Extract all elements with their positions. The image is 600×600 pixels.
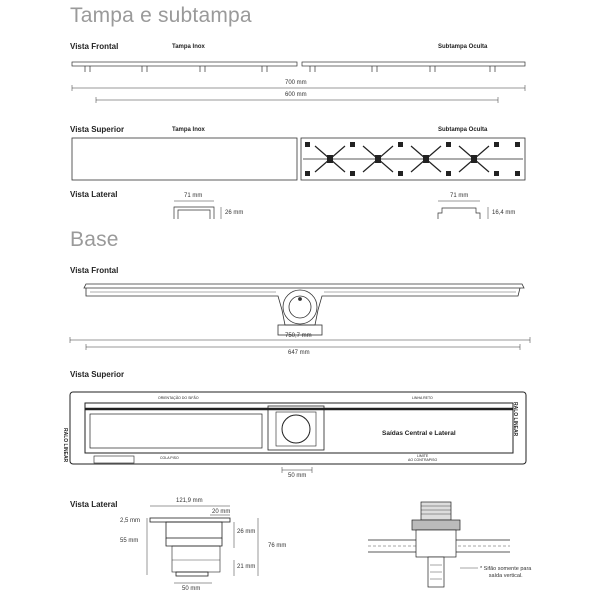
- tiny-orientacao: ORIENTAÇÃO DO SIFÃO: [158, 396, 199, 400]
- section-title-tampa: Tampa e subtampa: [70, 4, 252, 27]
- saidas-label: Saídas Central e Lateral: [382, 430, 456, 437]
- dim-76: 76 mm: [268, 543, 287, 549]
- base-lateral-label: Vista Lateral: [70, 500, 118, 509]
- base-lateral-drawing: [150, 518, 230, 576]
- tampa-inox-label-superior: Tampa Inox: [172, 127, 205, 133]
- dim-71-right: 71 mm: [450, 193, 469, 199]
- dim-121-9: 121,9 mm: [176, 498, 203, 504]
- dim-2-5: 2,5 mm: [120, 518, 141, 524]
- dim-26: 26 mm: [225, 210, 244, 216]
- dim-26-lateral: 26 mm: [237, 529, 256, 535]
- base-frontal-drawing: [84, 284, 524, 335]
- dim-71-left: 71 mm: [184, 193, 203, 199]
- dim-21: 21 mm: [237, 564, 256, 570]
- tampa-lateral-drawing: [174, 201, 488, 219]
- base-superior-label: Vista Superior: [70, 370, 125, 379]
- dim-55: 55 mm: [120, 538, 139, 544]
- tampa-inox-label-frontal: Tampa Inox: [172, 44, 205, 50]
- base-lateral-dimensions: [147, 506, 258, 583]
- ralo-linear-right: RALO LINEAR: [512, 402, 518, 437]
- tampa-frontal-drawing: [72, 62, 525, 72]
- dim-50-superior: 50 mm: [288, 473, 307, 479]
- dim-16-4: 16,4 mm: [492, 210, 516, 216]
- tiny-limite-contrapiso: LIMITE AO CONTRAPISO: [408, 454, 438, 462]
- dim-20: 20 mm: [212, 509, 231, 515]
- subtampa-pattern: [303, 146, 523, 172]
- dim-647: 647 mm: [288, 350, 310, 356]
- sifao-note: * Sifão somente para saída vertical.: [480, 566, 532, 579]
- tampa-superior-label: Vista Superior: [70, 125, 125, 134]
- tampa-frontal-label: Vista Frontal: [70, 42, 119, 51]
- subtampa-oculta-label-frontal: Subtampa Oculta: [438, 44, 488, 50]
- dim-700: 700 mm: [285, 80, 307, 86]
- section-title-base: Base: [70, 228, 119, 251]
- tiny-cola-piso: COLA PISO: [160, 456, 179, 460]
- tiny-linha-reto: LINHA RETO: [412, 396, 433, 400]
- tampa-lateral-label: Vista Lateral: [70, 190, 118, 199]
- ralo-linear-left: RALO LINEAR: [62, 428, 68, 463]
- dim-750-7: 750,7 mm: [285, 333, 312, 339]
- base-frontal-label: Vista Frontal: [70, 266, 119, 275]
- dim-600: 600 mm: [285, 92, 307, 98]
- dim-50-lateral: 50 mm: [182, 586, 201, 592]
- base-superior-drawing: [70, 392, 526, 464]
- subtampa-oculta-label-superior: Subtampa Oculta: [438, 127, 488, 133]
